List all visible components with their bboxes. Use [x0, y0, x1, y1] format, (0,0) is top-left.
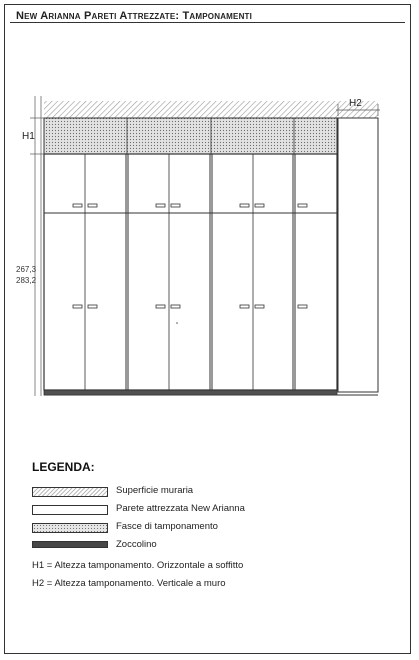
- wall-hatch-top: [44, 101, 378, 118]
- door-handle: [171, 204, 180, 207]
- legend-label: Zoccolino: [116, 539, 157, 550]
- door-handle: [156, 305, 165, 308]
- note-h1: H1 = Altezza tamponamento. Orizzontale a soffitto: [32, 560, 244, 571]
- horizontal-filler-band: [44, 118, 337, 154]
- note-h2: H2 = Altezza tamponamento. Verticale a muro: [32, 578, 226, 589]
- filler-band-swatch: [32, 523, 108, 533]
- door-handle: [255, 204, 264, 207]
- plinth-swatch: [32, 541, 108, 548]
- legend-label: Superficie muraria: [116, 485, 194, 496]
- legend-title: LEGENDA:: [32, 460, 95, 474]
- door-handle: [240, 204, 249, 207]
- door-handle: [73, 204, 82, 207]
- door-handle: [88, 204, 97, 207]
- height-value-b: 283,2: [16, 276, 37, 285]
- wall-unit-swatch: [32, 505, 108, 515]
- wall-surface-swatch: [32, 487, 108, 497]
- h1-label: H1: [22, 131, 35, 142]
- vertical-filler-panel: [338, 118, 378, 392]
- door-handle: [156, 204, 165, 207]
- legend-label: Fasce di tamponamento: [116, 521, 218, 532]
- door-handle: [298, 204, 307, 207]
- h2-label: H2: [349, 98, 362, 109]
- door-handle: [73, 305, 82, 308]
- lock-dot: [176, 322, 178, 324]
- door-handle: [298, 305, 307, 308]
- legend-label: Parete attrezzata New Arianna: [116, 503, 245, 514]
- door-handle: [255, 305, 264, 308]
- page-title: New Arianna Pareti Attrezzate: Tamponamenti: [16, 10, 253, 22]
- door-handle: [171, 305, 180, 308]
- door-handle: [240, 305, 249, 308]
- plinth: [44, 390, 337, 395]
- height-value-a: 267,3: [16, 265, 37, 274]
- door-handle: [88, 305, 97, 308]
